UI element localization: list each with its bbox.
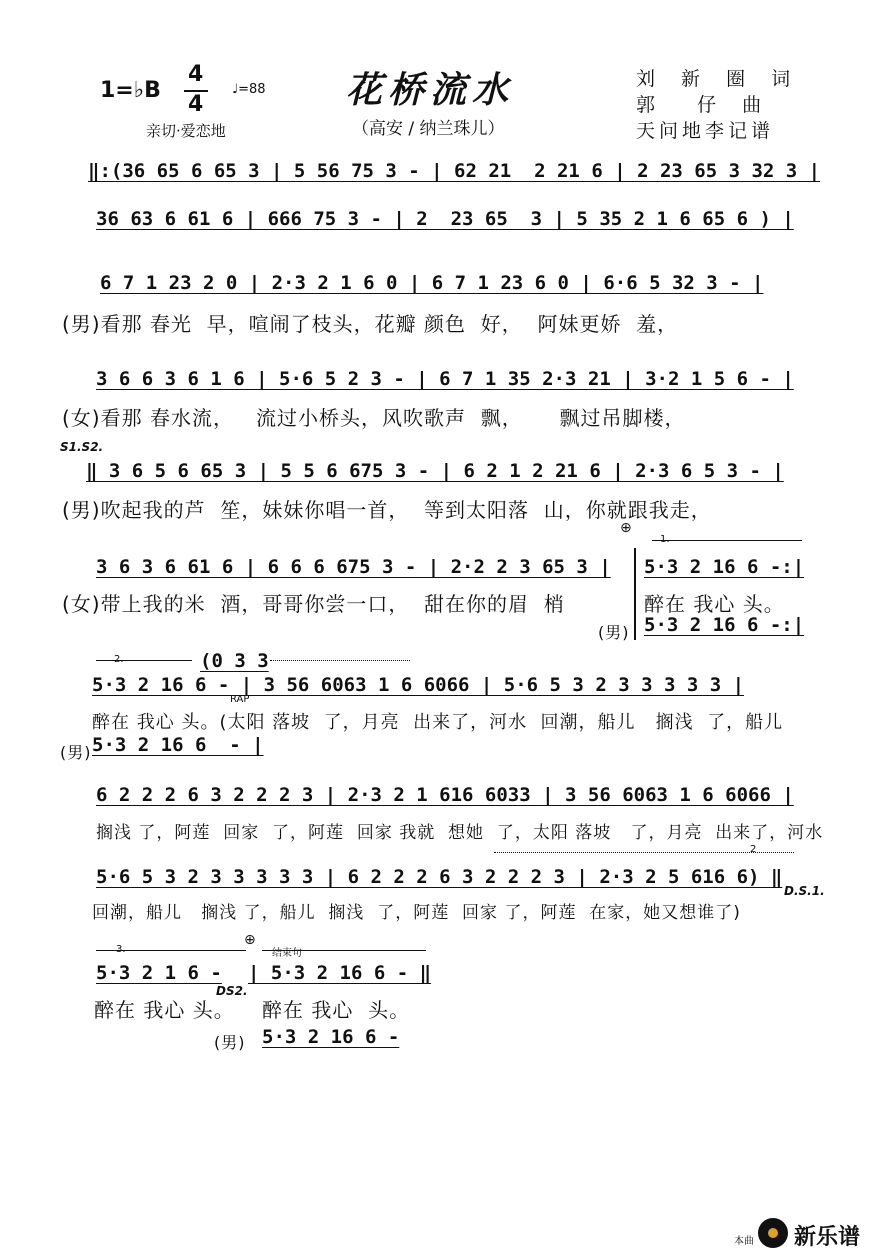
score-line-9: 5·6 5 3 2 3 3 3 3 3 | 6 2 2 2 6 3 2 2 2 3 | 2·3 2 5 616 6) ‖ bbox=[96, 866, 783, 888]
lyric-line-8: 搁浅 了，阿莲 回家 了，阿莲 回家 我就 想她 了，太阳 落坡 了，月亮 出来了，河水 bbox=[96, 823, 824, 843]
time-signature-top: 4 bbox=[188, 62, 204, 87]
lyric-line-4: (女)看那 春水流， 流过小桥头，风吹歌声 飘， 飘过吊脚楼， bbox=[62, 406, 686, 430]
segno-mark: S1.S2. bbox=[60, 440, 104, 454]
volta-2b-label: 2 bbox=[750, 844, 757, 855]
score-line-10b: | 5·3 2 16 6 - ‖ bbox=[248, 962, 432, 984]
coda-sign-1: ⊕ bbox=[620, 520, 632, 536]
volta-2b-line bbox=[494, 852, 794, 853]
song-title: 花桥流水 bbox=[346, 70, 515, 111]
lyric-line-3: (男)看那 春光 早，喧闹了枝头，花瓣 颜色 好， 阿妹更娇 羞， bbox=[62, 312, 679, 336]
score-line-7: 5·3 2 16 6 - | 3 56 6063 1 6 6066 | 5·6 5 3 2 3 3 3 3 3 | bbox=[92, 674, 745, 696]
male-part-label-3: (男) bbox=[214, 1033, 246, 1052]
score-line-10c: 5·3 2 16 6 - bbox=[262, 1026, 400, 1048]
volta-3-bracket bbox=[96, 950, 246, 951]
volta-1-bracket bbox=[652, 540, 802, 541]
score-line-1: ‖:(36 65 6 65 3 | 5 56 75 3 - | 62 21 2 21 6 | 2 23 65 3 32 3 | bbox=[88, 160, 821, 182]
brand-logo-text: 新乐谱 bbox=[794, 1225, 861, 1250]
score-line-6: 3 6 3 6 61 6 | 6 6 6 675 3 - | 2·2 2 3 65 3 | bbox=[96, 556, 611, 578]
footer-tiny-text: 本曲 bbox=[734, 1236, 754, 1247]
ds1-mark: D.S.1. bbox=[784, 884, 825, 898]
performers: （高安 / 纳兰珠儿） bbox=[352, 119, 505, 139]
score-line-3: 6 7 1 23 2 0 | 2·3 2 1 6 0 | 6 7 1 23 6 0 | 6·6 5 32 3 - | bbox=[100, 272, 764, 294]
key-signature: 1=♭B bbox=[100, 78, 161, 103]
vinyl-icon bbox=[758, 1218, 788, 1248]
lyric-line-10b: 醉在 我心 头。 bbox=[262, 998, 411, 1022]
volta-2-label: 2. bbox=[114, 654, 124, 665]
tempo-mark: ♩=88 bbox=[232, 82, 266, 97]
score-line-4: 3 6 6 3 6 1 6 | 5·6 5 2 3 - | 6 7 1 35 2·3 21 | 3·2 1 5 6 - | bbox=[96, 368, 794, 390]
mood-mark: 亲切·爱恋地 bbox=[146, 122, 226, 140]
coda-bracket bbox=[262, 950, 426, 951]
lyric-line-6: (女)带上我的米 酒，哥哥你尝一口， 甜在你的眉 梢 bbox=[62, 592, 565, 616]
ending-1-notes: 5·3 2 16 6 -:| bbox=[644, 556, 805, 578]
ds2-mark: DS2. bbox=[216, 984, 248, 998]
coda-label: 结束句 bbox=[272, 948, 302, 959]
transcriber-credit: 天问地李记谱 bbox=[636, 120, 775, 142]
ending-1-lyric: 醉在 我心 头。 bbox=[644, 592, 785, 616]
ending-1-male-notes: 5·3 2 16 6 -:| bbox=[644, 614, 805, 636]
lyric-line-5: (男)吹起我的芦 笙，妹妹你唱一首， 等到太阳落 山，你就跟我走， bbox=[62, 498, 712, 522]
composer-credit: 郭 仔 曲 bbox=[636, 94, 772, 116]
rap-mark: RAP bbox=[230, 694, 250, 705]
score-line-10a: 5·3 2 1 6 - bbox=[96, 962, 222, 984]
score-line-5: ‖ 3 6 5 6 65 3 | 5 5 6 675 3 - | 6 2 1 2 21 6 | 2·3 6 5 3 - | bbox=[86, 460, 784, 482]
bar-line-ending bbox=[634, 548, 636, 640]
pickup-dotted-line bbox=[270, 660, 410, 661]
pickup-notes: (0 3 3 bbox=[200, 650, 269, 672]
coda-sign-2: ⊕ bbox=[244, 932, 256, 948]
volta-1-label: 1. bbox=[660, 534, 670, 545]
score-line-2: 36 63 6 61 6 | 666 75 3 - | 2 23 65 3 | 5 35 2 1 6 65 6 ) | bbox=[96, 208, 794, 230]
male-part-label-2: (男) bbox=[60, 743, 92, 762]
volta-2-bracket bbox=[96, 660, 192, 661]
lyricist-credit: 刘 新 圈 词 bbox=[636, 68, 801, 90]
volta-3-label: 3. bbox=[116, 944, 126, 955]
lyric-line-10a: 醉在 我心 头。 bbox=[94, 998, 235, 1022]
lyric-line-7: 醉在 我心 头。(太阳 落坡 了，月亮 出来了，河水 回潮，船儿 搁浅 了，船儿 bbox=[92, 712, 784, 733]
male-part-label: (男) bbox=[598, 623, 630, 642]
score-line-7-male: 5·3 2 16 6 - | bbox=[92, 734, 264, 756]
time-signature-bottom: 4 bbox=[188, 92, 204, 117]
lyric-line-9: 回潮，船儿 搁浅 了，船儿 搁浅 了，阿莲 回家 了，阿莲 在家，她又想谁了) bbox=[92, 903, 741, 923]
score-line-8: 6 2 2 2 6 3 2 2 2 3 | 2·3 2 1 616 6033 | 3 56 6063 1 6 6066 | bbox=[96, 784, 794, 806]
